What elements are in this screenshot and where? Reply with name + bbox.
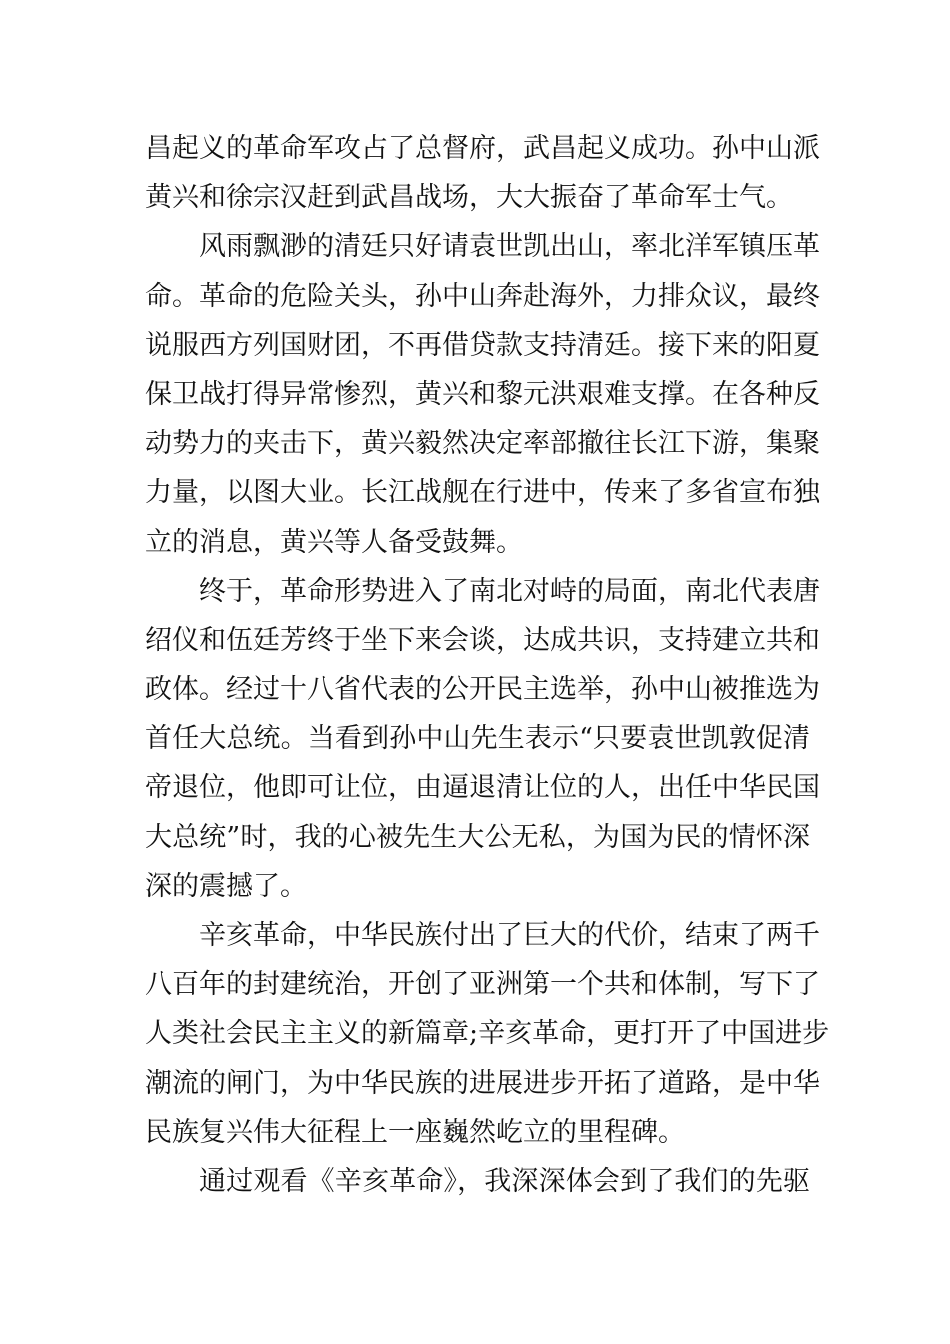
text-line: 民族复兴伟大征程上一座巍然屹立的里程碑。	[145, 1116, 685, 1148]
paragraph	[145, 567, 820, 911]
text-line: 命。革命的危险关头，孙中山奔赴海外，力排众议，最终	[145, 280, 820, 312]
text-line: 人类社会民主主义的新篇章;辛亥革命，更打开了中国进步	[145, 1018, 830, 1050]
text-line: 动势力的夹击下，黄兴毅然决定率部撤往长江下游，集聚	[145, 428, 820, 460]
text-line: 帝退位，他即可让位，由逼退清让位的人，出任中华民国	[145, 772, 820, 804]
text-line: 深的震撼了。	[145, 870, 307, 902]
paragraph	[145, 1157, 810, 1206]
text-line: 大总统”时，我的心被先生大公无私，为国为民的情怀深	[145, 821, 810, 853]
text-line: 风雨飘渺的清廷只好请袁世凯出山，率北洋军镇压革	[199, 231, 820, 263]
text-line: 昌起义的革命军攻占了总督府，武昌起义成功。孙中山派	[145, 133, 820, 164]
text-line: 八百年的封建统治，开创了亚洲第一个共和体制，写下了	[145, 969, 820, 1001]
paragraph	[145, 911, 830, 1157]
text-line: 通过观看《辛亥革命》，我深深体会到了我们的先驱	[199, 1165, 810, 1197]
text-line: 说服西方列国财团，不再借贷款支持清廷。接下来的阳夏	[145, 329, 820, 361]
document-body	[145, 124, 830, 1206]
text-line: 政体。经过十八省代表的公开民主选举，孙中山被推选为	[145, 674, 820, 706]
text-line: 力量，以图大业。长江战舰在行进中，传来了多省宣布独	[145, 477, 820, 509]
paragraph	[145, 222, 820, 566]
text-line: 绍仪和伍廷芳终于坐下来会谈，达成共识，支持建立共和	[145, 624, 820, 656]
text-line: 立的消息，黄兴等人备受鼓舞。	[145, 526, 523, 558]
text-line: 黄兴和徐宗汉赶到武昌战场，大大振奋了革命军士气。	[145, 182, 793, 214]
text-line: 潮流的闸门，为中华民族的进展进步开拓了道路，是中华	[145, 1067, 820, 1099]
paragraph	[145, 124, 820, 222]
text-line: 辛亥革命，中华民族付出了巨大的代价，结束了两千	[199, 920, 820, 951]
text-line: 终于，革命形势进入了南北对峙的局面，南北代表唐	[199, 575, 820, 607]
text-line: 保卫战打得异常惨烈，黄兴和黎元洪艰难支撑。在各种反	[145, 378, 820, 410]
text-line: 首任大总统。当看到孙中山先生表示“只要袁世凯敦促清	[145, 723, 810, 755]
